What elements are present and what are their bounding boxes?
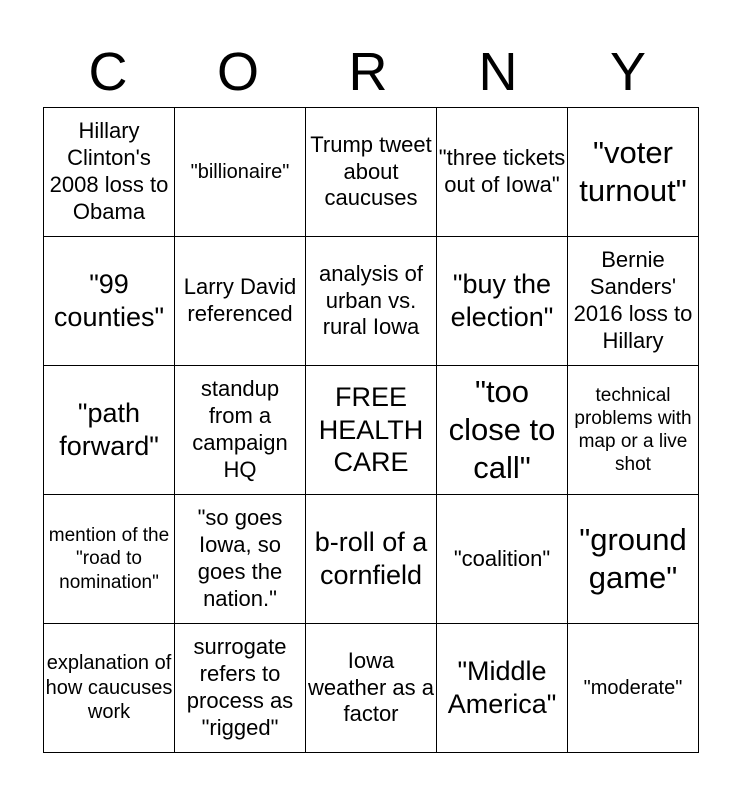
bingo-cell[interactable]: "ground game" bbox=[568, 495, 699, 624]
bingo-cell[interactable]: Larry David referenced bbox=[175, 237, 306, 366]
bingo-cell[interactable]: explanation of how caucuses work bbox=[44, 624, 175, 753]
board-row bbox=[44, 495, 699, 624]
bingo-cell[interactable]: Iowa weather as a factor bbox=[306, 624, 437, 753]
bingo-cell[interactable]: "Middle America" bbox=[437, 624, 568, 753]
bingo-cell[interactable]: "coalition" bbox=[437, 495, 568, 624]
header-letter-o: O bbox=[216, 42, 259, 102]
bingo-cell[interactable]: "three tickets out of Iowa" bbox=[437, 108, 568, 237]
board-row bbox=[44, 624, 699, 753]
bingo-cell[interactable]: analysis of urban vs. rural Iowa bbox=[306, 237, 437, 366]
bingo-cell[interactable]: "too close to call" bbox=[437, 366, 568, 495]
bingo-cell[interactable]: mention of the "road to nomination" bbox=[44, 495, 175, 624]
bingo-header bbox=[43, 38, 693, 106]
bingo-cell[interactable]: "path forward" bbox=[44, 366, 175, 495]
bingo-cell[interactable]: "billionaire" bbox=[175, 108, 306, 237]
bingo-cell[interactable]: technical problems with map or a live shot bbox=[568, 366, 699, 495]
bingo-cell[interactable]: "voter turnout" bbox=[568, 108, 699, 237]
header-letter-y: Y bbox=[609, 42, 647, 102]
bingo-cell[interactable]: Hillary Clinton's 2008 loss to Obama bbox=[44, 108, 175, 237]
bingo-cell[interactable]: FREE HEALTH CARE bbox=[306, 366, 437, 495]
board-row bbox=[44, 237, 699, 366]
bingo-cell[interactable]: surrogate refers to process as "rigged" bbox=[175, 624, 306, 753]
header-letter-r: R bbox=[348, 42, 388, 102]
bingo-cell[interactable]: Bernie Sanders' 2016 loss to Hillary bbox=[568, 237, 699, 366]
board-row bbox=[44, 108, 699, 237]
bingo-board bbox=[43, 107, 699, 753]
header-letter-c: C bbox=[88, 42, 128, 102]
bingo-cell[interactable]: standup from a campaign HQ bbox=[175, 366, 306, 495]
board-row bbox=[44, 366, 699, 495]
bingo-cell[interactable]: "buy the election" bbox=[437, 237, 568, 366]
header-letter-n: N bbox=[478, 42, 518, 102]
bingo-cell[interactable]: Trump tweet about caucuses bbox=[306, 108, 437, 237]
bingo-cell[interactable]: "moderate" bbox=[568, 624, 699, 753]
bingo-cell[interactable]: "99 counties" bbox=[44, 237, 175, 366]
bingo-cell[interactable]: b-roll of a cornfield bbox=[306, 495, 437, 624]
bingo-cell[interactable]: "so goes Iowa, so goes the nation." bbox=[175, 495, 306, 624]
